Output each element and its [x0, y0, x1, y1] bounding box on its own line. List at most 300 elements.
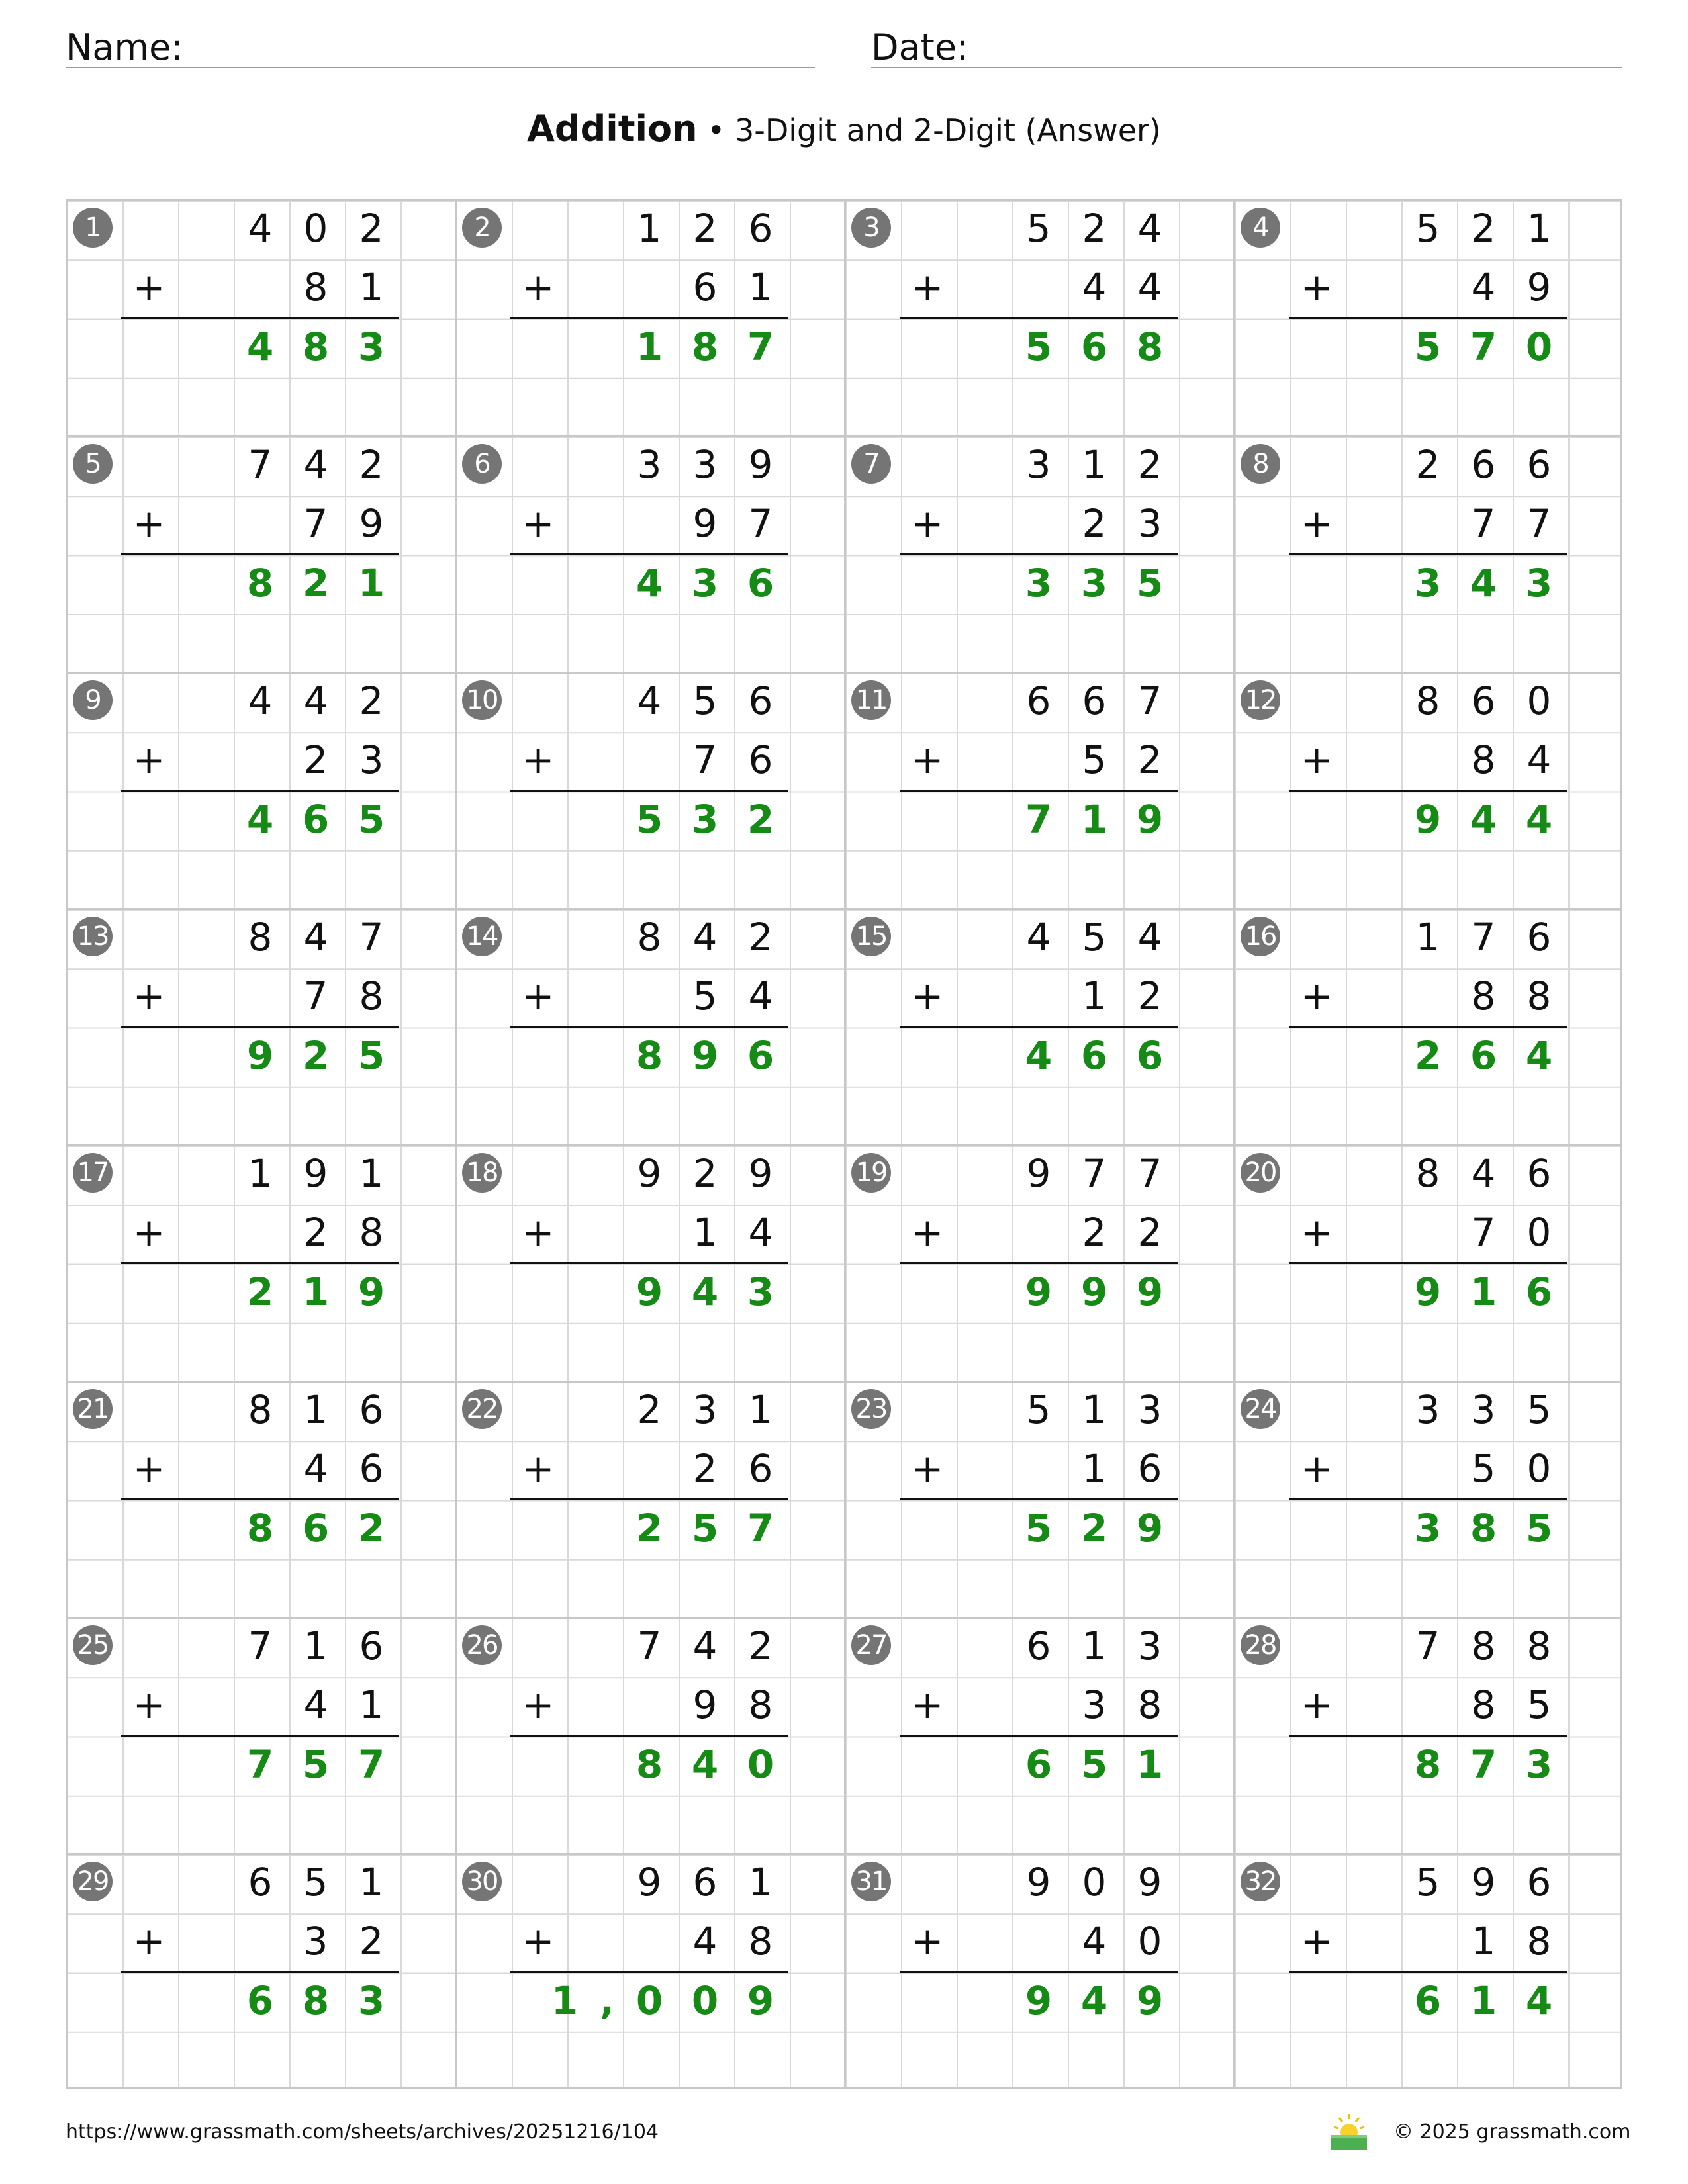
- addend-2-digit: 2: [1137, 737, 1162, 783]
- plus-sign: +: [132, 501, 165, 547]
- addend-2-digit: 8: [1471, 1682, 1496, 1728]
- addend-2-digit: 2: [359, 1919, 384, 1964]
- addend-2-digit: 1: [1082, 974, 1107, 1019]
- answer-digit: 3: [747, 1269, 774, 1314]
- problem-block: [66, 1144, 455, 1381]
- addend-1-digit: 1: [1082, 1623, 1107, 1668]
- answer-digit: 3: [357, 1978, 385, 2023]
- problem-number-badge: 3: [851, 208, 891, 248]
- plus-sign: +: [1300, 1210, 1333, 1255]
- answer-digit: 3: [1525, 560, 1553, 606]
- addend-1-digit: 4: [1471, 1151, 1496, 1196]
- addend-1-digit: 5: [1415, 1860, 1440, 1905]
- addend-1-digit: 4: [1026, 915, 1051, 960]
- answer-digit: 7: [1470, 324, 1497, 369]
- addend-2-digit: 0: [1526, 1446, 1552, 1492]
- addend-1-digit: 4: [692, 1623, 718, 1668]
- problem-number-badge: 21: [73, 1389, 113, 1429]
- addend-2-digit: 1: [1082, 1446, 1107, 1492]
- problem-number-badge: 31: [851, 1862, 891, 1901]
- addend-2-digit: 6: [692, 265, 718, 310]
- answer-digit: 5: [1025, 324, 1053, 369]
- answer-digit: 3: [1080, 560, 1108, 606]
- addend-1-digit: 6: [1471, 442, 1496, 487]
- answer-digit: 0: [691, 1978, 719, 2023]
- answer-digit: 6: [747, 560, 774, 606]
- problem-number-badge: 32: [1241, 1862, 1280, 1901]
- answer-digit: 6: [1470, 1032, 1497, 1078]
- plus-sign: +: [1300, 1682, 1333, 1728]
- plus-sign: +: [911, 1682, 944, 1728]
- problem-number-badge: 14: [462, 917, 502, 956]
- plus-sign: +: [132, 1446, 165, 1492]
- addend-1-digit: 5: [1082, 915, 1107, 960]
- problem-number-badge: 9: [73, 680, 113, 720]
- plus-sign: +: [522, 1210, 555, 1255]
- addend-1-digit: 6: [1026, 678, 1051, 723]
- addend-1-digit: 4: [692, 915, 718, 960]
- date-label: Date:: [871, 26, 969, 68]
- plus-sign: +: [911, 1446, 944, 1492]
- problem-number-badge: 5: [73, 444, 113, 484]
- problem-block: [66, 199, 455, 435]
- problem-block: [1233, 435, 1622, 672]
- problem-number-badge: 29: [73, 1862, 113, 1901]
- plus-sign: +: [1300, 974, 1333, 1019]
- addend-1-digit: 7: [1471, 915, 1496, 960]
- answer-digit: 9: [1025, 1978, 1053, 2023]
- answer-digit: 6: [1136, 1032, 1164, 1078]
- plus-sign: +: [522, 737, 555, 783]
- answer-digit: 5: [1025, 1505, 1053, 1551]
- addend-1-digit: 4: [637, 678, 662, 723]
- problem-number-badge: 25: [73, 1625, 113, 1665]
- answer-digit: 8: [1136, 324, 1164, 369]
- addend-2-digit: 3: [1137, 501, 1162, 547]
- answer-digit: 4: [691, 1269, 719, 1314]
- name-label: Name:: [66, 26, 183, 68]
- addend-1-digit: 8: [1415, 678, 1440, 723]
- answer-digit: 5: [1080, 1741, 1108, 1787]
- addend-2-digit: 8: [1526, 1919, 1552, 1964]
- addend-1-digit: 9: [748, 442, 773, 487]
- addend-2-digit: 2: [1137, 974, 1162, 1019]
- addend-2-digit: 7: [1471, 501, 1496, 547]
- answer-digit: 4: [246, 796, 274, 842]
- worksheet-title: [0, 106, 1688, 154]
- addend-2-digit: 4: [1471, 265, 1496, 310]
- problem-block: [455, 435, 844, 672]
- answer-digit: 4: [1525, 1978, 1553, 2023]
- addend-2-digit: 4: [748, 974, 773, 1019]
- addend-2-digit: 4: [1526, 737, 1552, 783]
- plus-sign: +: [132, 737, 165, 783]
- answer-digit: 4: [1080, 1978, 1108, 2023]
- answer-digit: 2: [1080, 1505, 1108, 1551]
- answer-digit: 3: [1414, 560, 1442, 606]
- plus-sign: +: [522, 501, 555, 547]
- answer-digit: 4: [1470, 560, 1497, 606]
- answer-digit: 9: [747, 1978, 774, 2023]
- addend-2-digit: 0: [1137, 1919, 1162, 1964]
- addend-2-digit: 8: [359, 974, 384, 1019]
- answer-digit: ,: [599, 1978, 615, 2023]
- answer-digit: 6: [1025, 1741, 1053, 1787]
- problem-block: [1233, 1144, 1622, 1381]
- addend-2-digit: 9: [692, 1682, 718, 1728]
- problem-block: [1233, 672, 1622, 908]
- addend-2-digit: 1: [748, 265, 773, 310]
- addend-1-digit: 4: [248, 206, 273, 251]
- answer-digit: 5: [1136, 560, 1164, 606]
- addend-1-digit: 3: [1471, 1387, 1496, 1432]
- addend-1-digit: 1: [637, 206, 662, 251]
- addend-1-digit: 3: [1137, 1623, 1162, 1668]
- problem-number-badge: 13: [73, 917, 113, 956]
- addend-1-digit: 5: [692, 678, 718, 723]
- answer-digit: 4: [246, 324, 274, 369]
- problem-number-badge: 8: [1241, 444, 1280, 484]
- problem-number-badge: 16: [1241, 917, 1280, 956]
- problem-number-badge: 30: [462, 1862, 502, 1901]
- plus-sign: +: [911, 974, 944, 1019]
- addend-2-digit: 9: [692, 501, 718, 547]
- addend-2-digit: 5: [1526, 1682, 1552, 1728]
- addend-2-digit: 4: [692, 1919, 718, 1964]
- answer-digit: 5: [1414, 324, 1442, 369]
- answer-digit: 0: [747, 1741, 774, 1787]
- addend-1-digit: 5: [1026, 206, 1051, 251]
- answer-digit: 9: [1414, 1269, 1442, 1314]
- plus-sign: +: [911, 265, 944, 310]
- addend-1-digit: 0: [1082, 1860, 1107, 1905]
- problem-block: [844, 435, 1233, 672]
- answer-digit: 9: [1414, 796, 1442, 842]
- problem-block: [66, 1381, 455, 1617]
- addend-1-digit: 2: [692, 1151, 718, 1196]
- answer-digit: 8: [1470, 1505, 1497, 1551]
- problem-block: [1233, 1853, 1622, 2089]
- problem-number-badge: 24: [1241, 1389, 1280, 1429]
- plus-sign: +: [132, 265, 165, 310]
- answer-digit: 4: [1025, 1032, 1053, 1078]
- addend-1-digit: 4: [248, 678, 273, 723]
- addend-1-digit: 6: [1471, 678, 1496, 723]
- problem-block: [455, 1144, 844, 1381]
- addend-1-digit: 8: [1471, 1623, 1496, 1668]
- date-line[interactable]: [871, 67, 1622, 68]
- answer-digit: 5: [1525, 1505, 1553, 1551]
- addend-1-digit: 2: [359, 678, 384, 723]
- answer-digit: 4: [635, 560, 663, 606]
- addend-2-digit: 7: [1526, 501, 1552, 547]
- addend-1-digit: 8: [1526, 1623, 1552, 1668]
- answer-digit: 8: [246, 1505, 274, 1551]
- addend-2-digit: 8: [748, 1919, 773, 1964]
- addend-2-digit: 8: [359, 1210, 384, 1255]
- addend-1-digit: 9: [1026, 1860, 1051, 1905]
- addend-1-digit: 2: [1082, 206, 1107, 251]
- plus-sign: +: [132, 1919, 165, 1964]
- answer-digit: 9: [691, 1032, 719, 1078]
- answer-digit: 9: [635, 1269, 663, 1314]
- addend-1-digit: 2: [1415, 442, 1440, 487]
- addend-2-digit: 5: [1471, 1446, 1496, 1492]
- plus-sign: +: [911, 1210, 944, 1255]
- addend-1-digit: 8: [1415, 1151, 1440, 1196]
- answer-digit: 8: [635, 1741, 663, 1787]
- answer-digit: 1: [1080, 796, 1108, 842]
- problem-block: [455, 1617, 844, 1853]
- answer-digit: 5: [302, 1741, 330, 1787]
- footer-url: https://www.grassmath.com/sheets/archives/20251216/104: [66, 2120, 659, 2144]
- addend-1-digit: 8: [248, 915, 273, 960]
- addend-1-digit: 1: [248, 1151, 273, 1196]
- addend-1-digit: 7: [1082, 1151, 1107, 1196]
- problem-number-badge: 26: [462, 1625, 502, 1665]
- answer-digit: 5: [691, 1505, 719, 1551]
- addend-1-digit: 7: [637, 1623, 662, 1668]
- answer-digit: 3: [1525, 1741, 1553, 1787]
- problem-block: [66, 908, 455, 1144]
- addend-2-digit: 1: [359, 1682, 384, 1728]
- addend-1-digit: 1: [1082, 1387, 1107, 1432]
- addend-2-digit: 8: [303, 265, 328, 310]
- addend-1-digit: 5: [1415, 206, 1440, 251]
- plus-sign: +: [522, 974, 555, 1019]
- addend-1-digit: 6: [692, 1860, 718, 1905]
- addend-2-digit: 7: [303, 974, 328, 1019]
- answer-digit: 8: [1414, 1741, 1442, 1787]
- addend-2-digit: 0: [1526, 1210, 1552, 1255]
- addend-1-digit: 2: [637, 1387, 662, 1432]
- answer-digit: 9: [1136, 796, 1164, 842]
- addend-2-digit: 3: [303, 1919, 328, 1964]
- addend-2-digit: 5: [692, 974, 718, 1019]
- addend-2-digit: 4: [748, 1210, 773, 1255]
- problem-block: [844, 908, 1233, 1144]
- answer-digit: 3: [1414, 1505, 1442, 1551]
- answer-digit: 4: [691, 1741, 719, 1787]
- plus-sign: +: [522, 1446, 555, 1492]
- addend-2-digit: 6: [1137, 1446, 1162, 1492]
- plus-sign: +: [132, 974, 165, 1019]
- addend-1-digit: 4: [303, 915, 328, 960]
- addend-2-digit: 7: [748, 501, 773, 547]
- addend-2-digit: 4: [1137, 265, 1162, 310]
- addend-1-digit: 7: [359, 915, 384, 960]
- problem-block: [1233, 1381, 1622, 1617]
- addend-1-digit: 9: [1471, 1860, 1496, 1905]
- answer-digit: 4: [1470, 796, 1497, 842]
- problem-number-badge: 27: [851, 1625, 891, 1665]
- answer-digit: 1: [1470, 1269, 1497, 1314]
- addend-2-digit: 2: [303, 1210, 328, 1255]
- addend-1-digit: 4: [303, 678, 328, 723]
- answer-digit: 1: [1470, 1978, 1497, 2023]
- answer-digit: 9: [357, 1269, 385, 1314]
- answer-digit: 7: [747, 324, 774, 369]
- addend-1-digit: 7: [248, 1623, 273, 1668]
- addend-1-digit: 2: [692, 206, 718, 251]
- problem-block: [66, 1853, 455, 2089]
- problem-block: [1233, 199, 1622, 435]
- problem-number-badge: 7: [851, 444, 891, 484]
- answer-digit: 7: [1470, 1741, 1497, 1787]
- addend-1-digit: 5: [303, 1860, 328, 1905]
- addend-2-digit: 4: [1082, 265, 1107, 310]
- plus-sign: +: [1300, 1919, 1333, 1964]
- problem-number-badge: 22: [462, 1389, 502, 1429]
- problem-number-badge: 18: [462, 1153, 502, 1193]
- plus-sign: +: [911, 737, 944, 783]
- answer-digit: 5: [357, 796, 385, 842]
- addend-2-digit: 3: [359, 737, 384, 783]
- addend-2-digit: 1: [692, 1210, 718, 1255]
- addend-1-digit: 6: [359, 1387, 384, 1432]
- problem-block: [455, 1381, 844, 1617]
- addend-1-digit: 6: [359, 1623, 384, 1668]
- addend-2-digit: 5: [1082, 737, 1107, 783]
- title-subtitle: • 3-Digit and 2-Digit (Answer): [697, 113, 1161, 148]
- plus-sign: +: [132, 1682, 165, 1728]
- addend-2-digit: 8: [1471, 974, 1496, 1019]
- plus-sign: +: [522, 1682, 555, 1728]
- answer-digit: 9: [1136, 1269, 1164, 1314]
- problem-block: [844, 1617, 1233, 1853]
- addend-1-digit: 3: [1415, 1387, 1440, 1432]
- problem-number-badge: 10: [462, 680, 502, 720]
- addend-1-digit: 1: [359, 1860, 384, 1905]
- answer-digit: 3: [691, 796, 719, 842]
- answer-digit: 5: [635, 796, 663, 842]
- addend-1-digit: 1: [303, 1387, 328, 1432]
- answer-digit: 3: [357, 324, 385, 369]
- problem-block: [455, 1853, 844, 2089]
- addend-1-digit: 3: [1137, 1387, 1162, 1432]
- addend-2-digit: 8: [1471, 737, 1496, 783]
- addend-1-digit: 7: [1137, 1151, 1162, 1196]
- plus-sign: +: [522, 265, 555, 310]
- addend-1-digit: 1: [359, 1151, 384, 1196]
- addend-1-digit: 1: [1082, 442, 1107, 487]
- problem-block: [844, 1853, 1233, 2089]
- addend-1-digit: 9: [637, 1151, 662, 1196]
- answer-digit: 2: [747, 796, 774, 842]
- addend-1-digit: 6: [1526, 1860, 1552, 1905]
- answer-digit: 5: [357, 1032, 385, 1078]
- problem-number-badge: 19: [851, 1153, 891, 1193]
- answer-digit: 2: [357, 1505, 385, 1551]
- addend-1-digit: 8: [248, 1387, 273, 1432]
- addend-1-digit: 0: [1526, 678, 1552, 723]
- addend-1-digit: 9: [748, 1151, 773, 1196]
- problem-block: [66, 435, 455, 672]
- addend-1-digit: 6: [1526, 915, 1552, 960]
- problem-number-badge: 11: [851, 680, 891, 720]
- addend-2-digit: 7: [1471, 1210, 1496, 1255]
- addend-1-digit: 6: [748, 206, 773, 251]
- addend-1-digit: 2: [359, 442, 384, 487]
- addend-1-digit: 3: [637, 442, 662, 487]
- addend-1-digit: 4: [303, 442, 328, 487]
- problem-number-badge: 12: [1241, 680, 1280, 720]
- addend-2-digit: 4: [303, 1446, 328, 1492]
- answer-digit: 2: [1414, 1032, 1442, 1078]
- addend-1-digit: 6: [748, 678, 773, 723]
- problem-block: [844, 199, 1233, 435]
- problem-block: [844, 672, 1233, 908]
- addend-2-digit: 3: [1082, 1682, 1107, 1728]
- addend-2-digit: 8: [1137, 1682, 1162, 1728]
- addend-2-digit: 9: [359, 501, 384, 547]
- answer-digit: 9: [1025, 1269, 1053, 1314]
- addend-1-digit: 1: [1415, 915, 1440, 960]
- addend-1-digit: 7: [1137, 678, 1162, 723]
- answer-digit: 9: [1136, 1978, 1164, 2023]
- answer-digit: 0: [1525, 324, 1553, 369]
- answer-digit: 6: [1414, 1978, 1442, 2023]
- answer-digit: 1: [1136, 1741, 1164, 1787]
- addend-1-digit: 2: [1137, 442, 1162, 487]
- problem-number-badge: 2: [462, 208, 502, 248]
- problem-number-badge: 15: [851, 917, 891, 956]
- answer-digit: 7: [1025, 796, 1053, 842]
- addend-1-digit: 2: [748, 915, 773, 960]
- addend-1-digit: 1: [303, 1623, 328, 1668]
- addend-1-digit: 1: [748, 1387, 773, 1432]
- plus-sign: +: [1300, 501, 1333, 547]
- answer-digit: 2: [302, 1032, 330, 1078]
- plus-sign: +: [132, 1210, 165, 1255]
- addend-1-digit: 9: [303, 1151, 328, 1196]
- answer-digit: 8: [302, 1978, 330, 2023]
- name-line[interactable]: [66, 67, 815, 68]
- addend-1-digit: 3: [1026, 442, 1051, 487]
- answer-digit: 4: [1525, 1032, 1553, 1078]
- answer-digit: 8: [635, 1032, 663, 1078]
- answer-digit: 7: [747, 1505, 774, 1551]
- addend-1-digit: 5: [1526, 1387, 1552, 1432]
- problem-grid: [66, 199, 1622, 2089]
- addend-2-digit: 2: [303, 737, 328, 783]
- addend-2-digit: 2: [692, 1446, 718, 1492]
- title-main: Addition: [527, 108, 698, 150]
- answer-digit: 1: [357, 560, 385, 606]
- addend-1-digit: 8: [637, 915, 662, 960]
- answer-digit: 7: [357, 1741, 385, 1787]
- plus-sign: +: [911, 1919, 944, 1964]
- answer-digit: 9: [1080, 1269, 1108, 1314]
- problem-block: [455, 908, 844, 1144]
- problem-block: [455, 672, 844, 908]
- answer-digit: 3: [691, 560, 719, 606]
- addend-2-digit: 8: [748, 1682, 773, 1728]
- problem-block: [844, 1144, 1233, 1381]
- grass-sun-logo-icon: [1329, 2113, 1370, 2151]
- addend-2-digit: 7: [692, 737, 718, 783]
- addend-2-digit: 6: [359, 1446, 384, 1492]
- problem-number-badge: 17: [73, 1153, 113, 1193]
- answer-digit: 8: [302, 324, 330, 369]
- problem-block: [66, 672, 455, 908]
- answer-digit: 2: [302, 560, 330, 606]
- answer-digit: 8: [691, 324, 719, 369]
- addend-1-digit: 5: [1026, 1387, 1051, 1432]
- addend-1-digit: 3: [692, 442, 718, 487]
- addend-1-digit: 9: [637, 1860, 662, 1905]
- addend-2-digit: 9: [1526, 265, 1552, 310]
